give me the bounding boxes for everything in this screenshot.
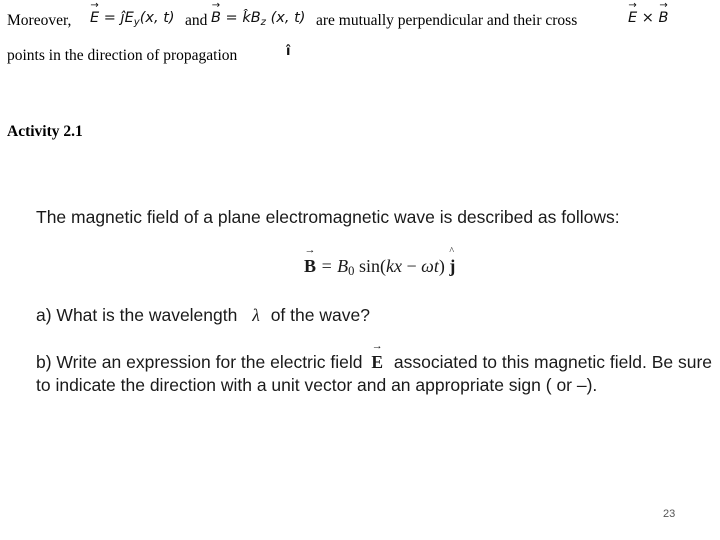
e-equation-rhs: = ĵE xyxy=(99,10,134,26)
b-field-vector: → B xyxy=(304,256,316,277)
activity-heading: Activity 2.1 xyxy=(7,123,83,140)
part-a-question xyxy=(36,305,370,326)
cross-e-symbol: → E xyxy=(628,10,637,26)
activity-intro: The magnetic field of a plane electromagnetic wave is described as follows: xyxy=(36,207,620,227)
eq-equals-b: = B xyxy=(316,256,349,276)
eq-minus: − xyxy=(401,256,422,276)
equation-b-field xyxy=(211,10,305,28)
b-vector-symbol: → B xyxy=(211,10,221,26)
part-a-suffix: of the wave? xyxy=(270,305,370,325)
part-b-line2: to indicate the direction with a unit vector and an appropriate sign ( or –). xyxy=(36,375,598,395)
eq-close: ) xyxy=(438,256,450,276)
text-moreover: Moreover, xyxy=(7,12,72,29)
eq-omega-t: ωt xyxy=(421,256,439,276)
text-propagation: points in the direction of propagation xyxy=(7,47,238,64)
e-field-vector: → E xyxy=(371,352,383,373)
unit-vector-j: ^ j xyxy=(449,256,455,277)
cross-operator: × xyxy=(637,10,659,26)
e-equation-subscript: y xyxy=(133,17,140,28)
e-vector-symbol: → E xyxy=(90,10,99,26)
part-a-prefix: a) What is the wavelength xyxy=(36,305,238,325)
activity-equation xyxy=(304,256,455,279)
equation-e-field xyxy=(90,10,175,28)
b-equation-args: (x, t) xyxy=(266,10,306,26)
b-equation-subscript: z xyxy=(260,17,266,28)
part-b-suffix: associated to this magnetic field. Be sure xyxy=(393,352,713,372)
part-b-line1 xyxy=(36,352,712,373)
part-b-prefix: b) Write an expression for the electric field xyxy=(36,352,363,372)
page-number: 23 xyxy=(663,508,676,520)
text-and: and xyxy=(185,12,208,29)
cross-b-symbol: → B xyxy=(659,10,669,26)
e-equation-args: (x, t) xyxy=(139,10,175,26)
unit-vector-i: î xyxy=(286,44,291,59)
lambda-symbol: λ xyxy=(252,305,260,325)
equation-cross-product xyxy=(628,10,669,26)
eq-sin: sin( xyxy=(354,256,386,276)
text-perpendicular: are mutually perpendicular and their cross xyxy=(316,12,578,29)
eq-kx: kx xyxy=(385,256,402,276)
b-equation-rhs: = k̂B xyxy=(220,10,261,26)
b0-subscript: 0 xyxy=(348,264,355,278)
